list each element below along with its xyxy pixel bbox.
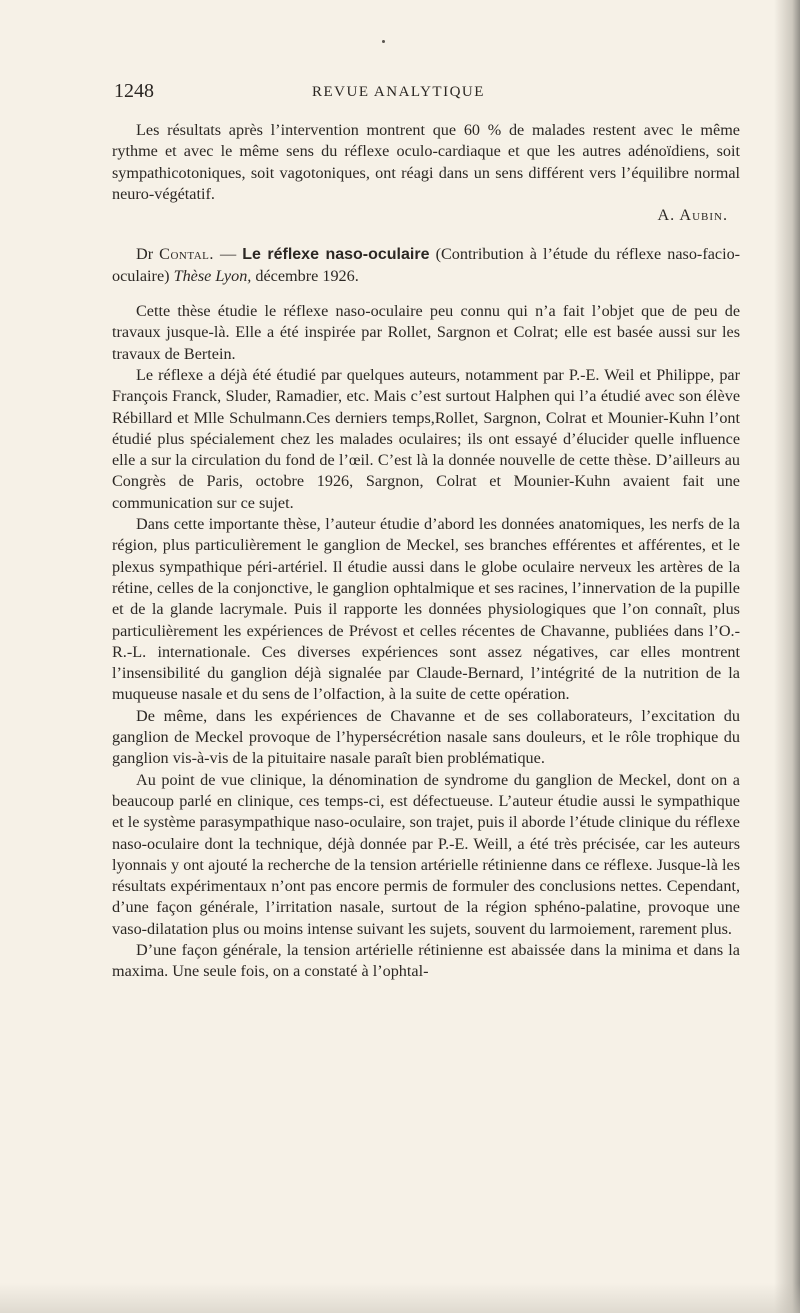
review-1-paragraph: Les résultats après l’intervention montrent que 60 % de malades restent avec le même rythme et avec le même sens du réflexe oculo-cardiaque et que les autres adénoïdiens, soit sympathicotoniques, soit vagotoniques, ont réagi dans un sens différent vers l’équilibre normal neuro-végétatif. xyxy=(112,121,740,203)
review-2-paragraph-2: Le réflexe a déjà été étudié par quelques auteurs, notamment par P.-E. Weil et Philippe, par François Franck, Sluder, Ramadier, etc. Mais c’est surtout Halphen qui l’a étudié avec son élève Rébillard et Mlle Schulmann.Ces derniers temps,Rollet, Sargnon, Colrat et Mounier-Kuhn l’ont étudié plus spécialement chez les malades oculaires; ils ont essayé d’élucider quelle influence elle a sur la circulation du fond de l’œil. C’est là la donnée nouvelle de cette thèse. D’ailleurs au Congrès de Paris, octobre 1926, Sargnon, Colrat et Mounier-Kuhn avaient fait une communication sur ce sujet. xyxy=(112,365,740,512)
author-name: Contal. xyxy=(159,245,214,264)
review-2-heading xyxy=(112,244,740,287)
work-title: Le réflexe naso-oculaire xyxy=(242,246,430,264)
work-source: Thèse Lyon, xyxy=(173,266,252,285)
heading-dash: — xyxy=(219,245,237,264)
review-2-paragraph-1: Cette thèse étudie le réflexe naso-oculaire peu connu qui n’a fait l’objet que de peu de travaux jusque-là. Elle a été inspirée par Rollet, Sargnon et Colrat; elle est basée aussi sur les travaux de Bertein. xyxy=(112,302,740,363)
author-prefix: Dr xyxy=(136,245,154,264)
review-2-paragraph-6: D’une façon générale, la tension artérielle rétinienne est abaissée dans la minima et dans la maxima. Une seule fois, on a constaté à l’ophtal- xyxy=(112,940,740,981)
body-text xyxy=(112,120,740,983)
page-header xyxy=(112,80,738,110)
work-subtitle: (Contribution à l’étude du réflexe naso-facio-oculaire) xyxy=(112,245,741,285)
page-bottom-shadow xyxy=(0,1283,800,1313)
work-date: décembre 1926. xyxy=(255,266,359,285)
review-1-signature: A. Aubin. xyxy=(657,206,728,225)
page-edge-shadow xyxy=(774,0,800,1313)
review-2-paragraph-5: Au point de vue clinique, la dénomination de syndrome du ganglion de Meckel, dont on a beaucoup parlé en clinique, ces temps-ci, est défectueuse. L’auteur étudie aussi le sympathique et le système parasympathique naso-oculaire, son trajet, puis il aborde l’étude clinique du réflexe naso-oculaire dont la technique, déjà donnée par P.-E. Weill, a été très précisée, car les auteurs lyonnais y ont ajouté la recherche de la tension artérielle rétinienne dans ce réflexe. Jusque-là les résultats expérimentaux n’ont pas encore permis de formuler des conclusions nettes. Cependant, d’une façon générale, l’irritation nasale, surtout de la région sphéno-palatine, provoque une vaso-dilatation plus ou moins intense suivant les sujets, souvent du larmoiement, rarement plus. xyxy=(112,770,740,938)
running-head: REVUE ANALYTIQUE xyxy=(312,84,485,100)
page-number: 1248 xyxy=(114,80,154,102)
ink-speck xyxy=(382,40,385,43)
review-2-paragraph-3: Dans cette importante thèse, l’auteur étudie d’abord les données anatomiques, les nerfs de la région, plus particulièrement le ganglion de Meckel, ses branches efférentes et afférentes, et le plexus sympathique péri-artériel. Il étudie aussi dans le globe oculaire nerveux les artères de la rétine, celles de la conjonctive, le ganglion ophtalmique et ses racines, l’innervation de la pupille et de la glande lacrymale. Puis il rapporte les données physiologiques que l’on connaît, plus particulièrement les expériences de Prévost et celles récentes de Chavanne, publiées dans l’O.-R.-L. internationale. Ces diverses expériences sont assez négatives, car elles montrent l’insensibilité du ganglion déjà signalée par Claude-Bernard, l’intégrité de la nutrition de la muqueuse nasale et du sens de l’olfaction, à la suite de cette opération. xyxy=(112,515,740,704)
review-2-paragraph-4: De même, dans les expériences de Chavanne et de ses collaborateurs, l’excitation du ganglion de Meckel provoque de l’hypersécrétion nasale sans douleurs, et le rôle trophique du ganglion vis-à-vis de la pituitaire nasale paraît bien problématique. xyxy=(112,706,740,768)
